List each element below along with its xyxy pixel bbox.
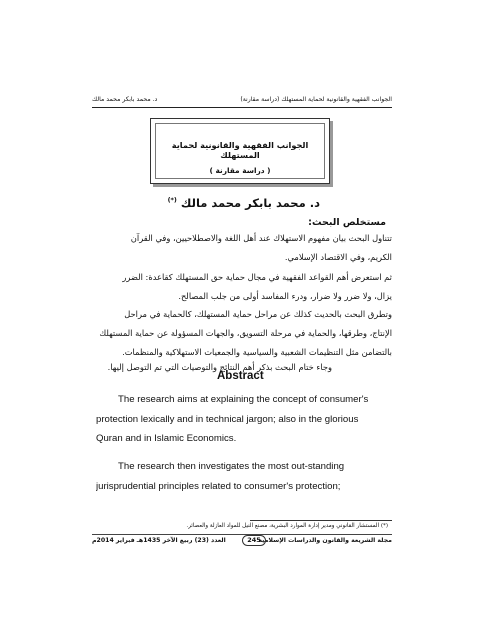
running-author: د. محمد بابكر محمد مالك: [92, 96, 158, 103]
author-name: [168, 196, 320, 210]
page-footer: [92, 534, 392, 546]
arabic-paragraph-3: [96, 305, 392, 362]
page-number: 245: [242, 535, 266, 546]
running-header: [92, 96, 392, 108]
footnote: (*) المستشار القانوني ومدير إدارة الموارد البشرية، مصنع النيل للمواد العازلة والعصائر.: [186, 523, 388, 529]
arabic-paragraph-4: وجاء ختام البحث بذكر أهم النتائج والتوصيات التي تم التوصل إليها.: [107, 362, 332, 372]
paper-subtitle: ( دراسة مقارنة ): [209, 166, 271, 175]
text-line: protection lexically and in technical jargon; also in the glorious: [96, 413, 359, 425]
text-line: بالتضامن مثل التنظيمات الشعبية والسياسية والجمعيات الاستهلاكية والمنظمات.: [122, 347, 392, 357]
text-line: الإنتاج، وطرقها، والحماية في مرحلة التسويق، والجهات المسؤولة عن حماية المستهلك: [99, 328, 392, 338]
text-line: Quran and in Islamic Economics.: [96, 433, 237, 444]
english-paragraph-2: [96, 457, 392, 496]
running-title: الجوانب الفقهية والقانونية لحماية المستهلك (دراسة مقارنة): [240, 96, 392, 103]
text-line: يزال، ولا ضرر ولا ضرار، ودرء المفاسد أولى من جلب المصالح.: [178, 291, 392, 301]
journal-name: مجلة الشريعة والقانون والدراسات الإسلامية: [258, 537, 392, 544]
text-line: jurisprudential principles related to consumer's protection;: [96, 480, 341, 492]
arabic-paragraph-1: [96, 229, 392, 267]
text-line: وتطرق البحث بالحديث كذلك عن مراحل حماية المستهلك، كالحماية في مراحل: [124, 309, 392, 319]
title-frame-inner: [155, 123, 325, 179]
author-footnote-mark: (*): [167, 196, 177, 204]
english-paragraph-1: [96, 390, 392, 449]
arabic-abstract-heading: مستخلص البحث:: [308, 217, 386, 228]
footnote-divider: [250, 520, 392, 521]
english-abstract-heading: Abstract: [217, 370, 264, 382]
paper-title: الجوانب الفقهية والقانونية لحماية المستهلك: [171, 140, 309, 160]
arabic-paragraph-2: [96, 268, 392, 306]
author-name-text: د. محمد بابكر محمد مالك: [180, 196, 320, 210]
text-line: The research aims at explaining the concept of consumer's: [118, 394, 369, 405]
text-line: ثم استعرض أهم القواعد الفقهية في مجال حماية حق المستهلك كقاعدة: الضرر: [122, 272, 392, 282]
title-frame: [150, 118, 330, 184]
text-line: تتناول البحث بيان مفهوم الاستهلاك عند أهل اللغة والاصطلاحيين، وفي القرآن: [130, 233, 392, 243]
issue-info: العدد (23) ربيع الآخر 1435هـ فبراير 2014م: [92, 537, 226, 544]
text-line: The research then investigates the most out-standing: [118, 461, 345, 472]
text-line: الكريم، وفي الاقتصاد الإسلامي.: [284, 252, 392, 262]
